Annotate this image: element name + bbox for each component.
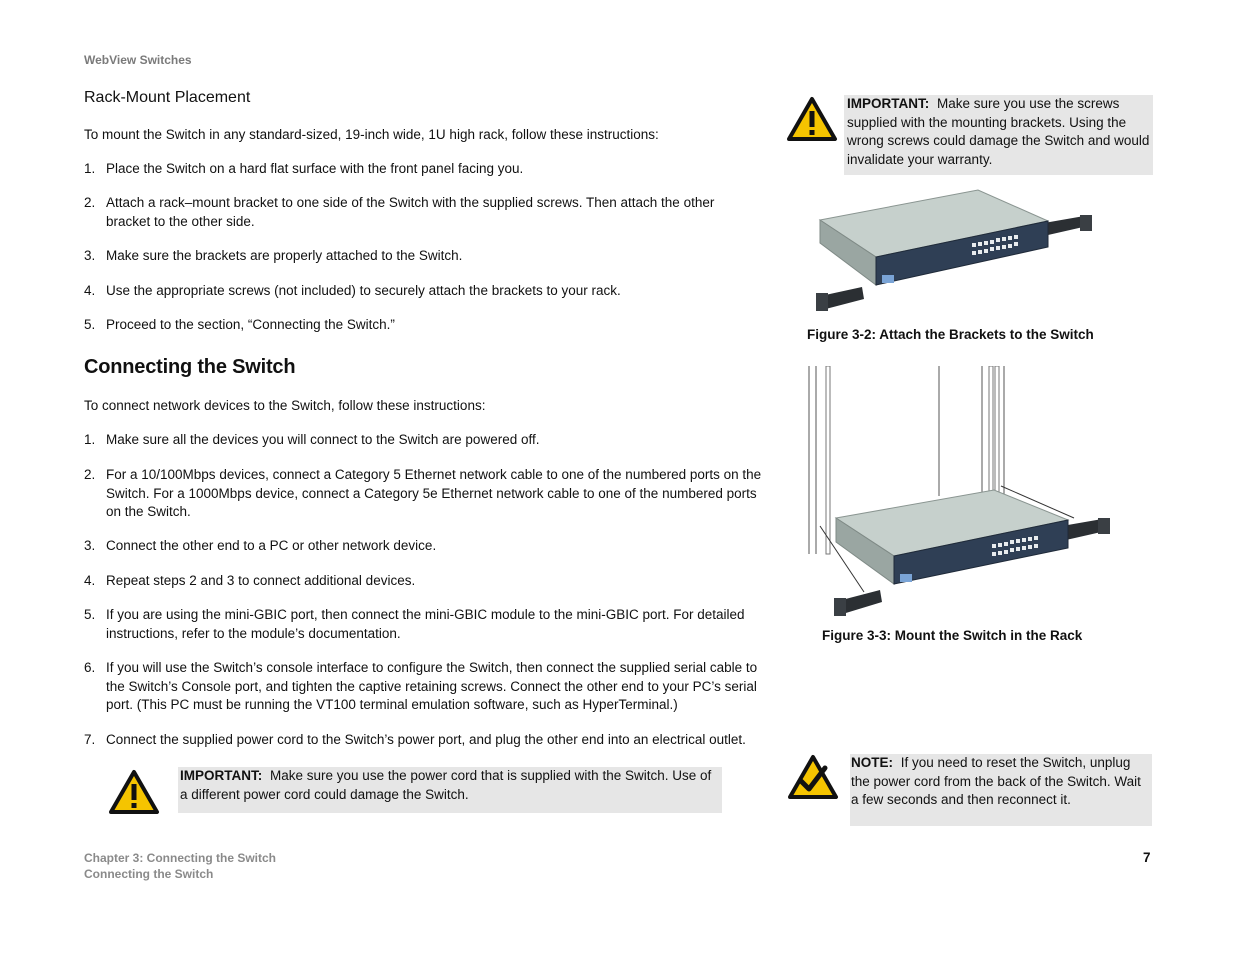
step-text: Proceed to the section, “Connecting the Switch.”: [106, 317, 395, 332]
step-number: 5.: [84, 607, 96, 622]
connect-step-3: [84, 537, 764, 556]
footer-chapter: Chapter 3: Connecting the Switch: [84, 851, 277, 865]
rack-step-3: [84, 247, 764, 266]
rack-step-5: [84, 316, 764, 335]
connect-step-6: [84, 659, 764, 715]
note-label: NOTE:: [851, 755, 893, 770]
section-heading-rack-mount: Rack-Mount Placement: [84, 89, 251, 106]
step-number: 4.: [84, 283, 96, 298]
rack-mount-intro: To mount the Switch in any standard-sized, 19-inch wide, 1U high rack, follow these instructions:: [84, 127, 659, 142]
figure-caption: Figure 3-2: Attach the Brackets to the Switch: [807, 327, 1094, 342]
checkmark-icon: [787, 754, 839, 800]
step-number: 7.: [84, 732, 96, 747]
figure-caption: Figure 3-3: Mount the Switch in the Rack: [822, 628, 1083, 643]
connect-step-7: [84, 731, 764, 750]
step-text: Place the Switch on a hard flat surface with the front panel facing you.: [106, 161, 524, 176]
note-text: If you need to reset the Switch, unplug the power cord from the back of the Switch. Wait a few seconds and then reconnect it.: [851, 755, 1141, 807]
step-number: 4.: [84, 573, 96, 588]
note-label: IMPORTANT:: [847, 96, 930, 111]
step-number: 6.: [84, 660, 96, 675]
important-note-power: [178, 767, 722, 813]
step-text: Connect the supplied power cord to the Switch’s power port, and plug the other end into an electrical outlet.: [106, 732, 746, 747]
step-text: Repeat steps 2 and 3 to connect additional devices.: [106, 573, 416, 588]
step-number: 3.: [84, 248, 96, 263]
rack-step-4: [84, 282, 764, 301]
step-text: If you are using the mini-GBIC port, then connect the mini-GBIC module to the mini-GBIC port. For detailed instructions, refer to the module’s documentation.: [106, 607, 745, 641]
step-number: 3.: [84, 538, 96, 553]
figure-brackets-illustration: [812, 185, 1097, 320]
step-text: Make sure all the devices you will connect to the Switch are powered off.: [106, 432, 540, 447]
step-number: 1.: [84, 432, 96, 447]
step-text: Connect the other end to a PC or other network device.: [106, 538, 437, 553]
step-text: For a 10/100Mbps devices, connect a Category 5 Ethernet network cable to one of the numbered ports on the Switch. For a 1000Mbps device, connect a Category 5e Ethernet network cable to one of the numbered ports on the Switch.: [106, 467, 762, 519]
note-text: Make sure you use the power cord that is supplied with the Switch. Use of a different power cord could damage the Switch.: [180, 768, 712, 802]
reset-note: [850, 754, 1152, 826]
step-number: 2.: [84, 467, 96, 482]
connect-step-5: [84, 606, 754, 643]
step-text: Attach a rack–mount bracket to one side of the Switch with the supplied screws. Then attach the other bracket to the other side.: [106, 195, 715, 229]
running-head: WebView Switches: [84, 53, 192, 67]
step-number: 2.: [84, 195, 96, 210]
connect-step-4: [84, 572, 764, 591]
figure-rack-illustration: [806, 366, 1111, 621]
important-note-screws: [844, 95, 1153, 175]
step-text: Make sure the brackets are properly attached to the Switch.: [106, 248, 463, 263]
page-number: 7: [1143, 850, 1151, 865]
rack-step-2: [84, 194, 734, 231]
footer-section: Connecting the Switch: [84, 867, 214, 881]
connect-step-2: [84, 466, 764, 522]
step-number: 5.: [84, 317, 96, 332]
section-heading-connecting: Connecting the Switch: [84, 356, 296, 378]
warning-icon: [786, 96, 838, 142]
warning-icon: [108, 769, 160, 815]
step-text: Use the appropriate screws (not included) to securely attach the brackets to your rack.: [106, 283, 621, 298]
connect-step-1: [84, 431, 764, 450]
rack-step-1: [84, 160, 764, 179]
note-text: Make sure you use the screws supplied with the mounting brackets. Using the wrong screws could damage the Switch and would invalidate your warranty.: [847, 96, 1150, 167]
connecting-intro: To connect network devices to the Switch, follow these instructions:: [84, 398, 486, 413]
step-number: 1.: [84, 161, 96, 176]
step-text: If you will use the Switch’s console interface to configure the Switch, then connect the supplied serial cable to the Switch’s Console port, and tighten the captive retaining screws. Connect the other end to your PC’s serial port. (This PC must be running the VT100 terminal emulation software, such as HyperTerminal.): [106, 660, 758, 712]
footer: [84, 850, 276, 882]
note-label: IMPORTANT:: [180, 768, 263, 783]
